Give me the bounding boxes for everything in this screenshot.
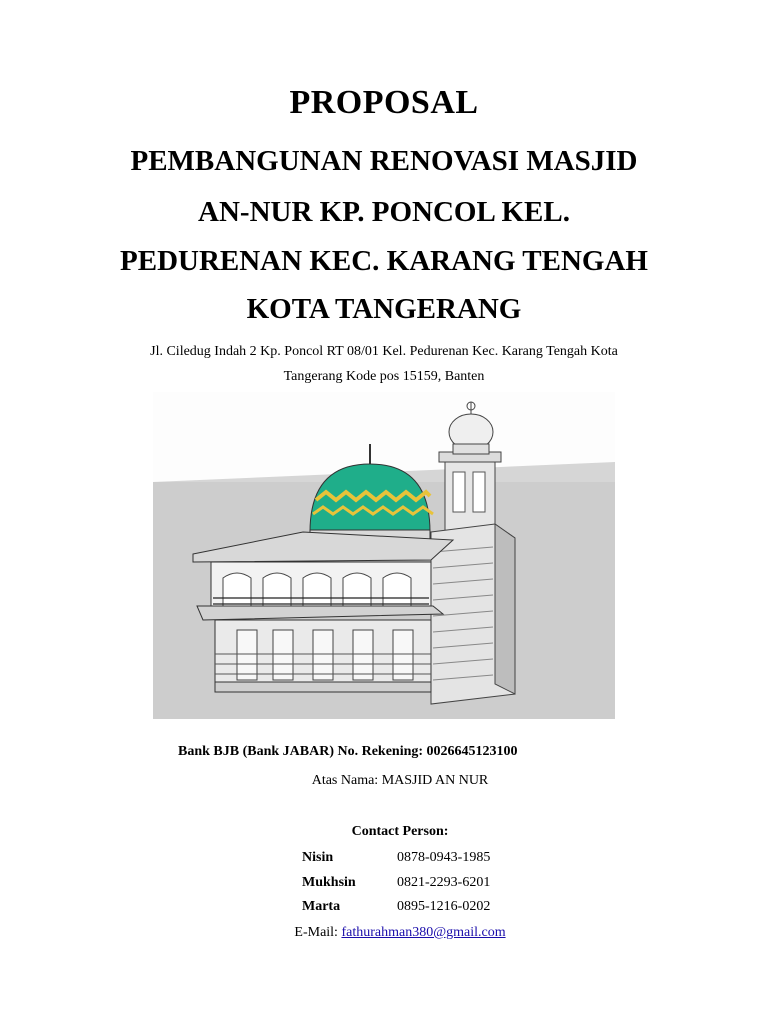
contact-name: Marta — [302, 899, 341, 914]
account-holder: Atas Nama: MASJID AN NUR — [311, 773, 489, 788]
subtitle-line-2: AN-NUR KP. PONCOL KEL. — [198, 196, 570, 228]
address-line-1: Jl. Ciledug Indah 2 Kp. Poncol RT 08/01 Kel. Pedurenan Kec. Karang Tengah Kota — [150, 344, 618, 359]
subtitle-line-1: PEMBANGUNAN RENOVASI MASJID — [130, 145, 638, 177]
email-line — [0, 925, 768, 941]
mosque-illustration — [153, 392, 615, 719]
email-link[interactable]: fathurahman380@gmail.com — [341, 925, 506, 940]
contact-phone: 0878-0943-1985 — [397, 850, 491, 865]
email-label: E-Mail: — [294, 925, 338, 940]
bank-account-info: Bank BJB (Bank JABAR) No. Rekening: 0026645123100 — [178, 744, 518, 759]
contact-name: Nisin — [302, 850, 334, 865]
document-title: PROPOSAL — [289, 84, 479, 121]
subtitle-line-4: KOTA TANGERANG — [246, 293, 522, 325]
contact-phone: 0821-2293-6201 — [397, 875, 491, 890]
address-line-2: Tangerang Kode pos 15159, Banten — [283, 369, 485, 384]
contact-person-heading: Contact Person: — [351, 824, 449, 839]
contact-name: Mukhsin — [302, 875, 356, 890]
subtitle-line-3: PEDURENAN KEC. KARANG TENGAH — [120, 245, 648, 277]
contact-phone: 0895-1216-0202 — [397, 899, 491, 914]
